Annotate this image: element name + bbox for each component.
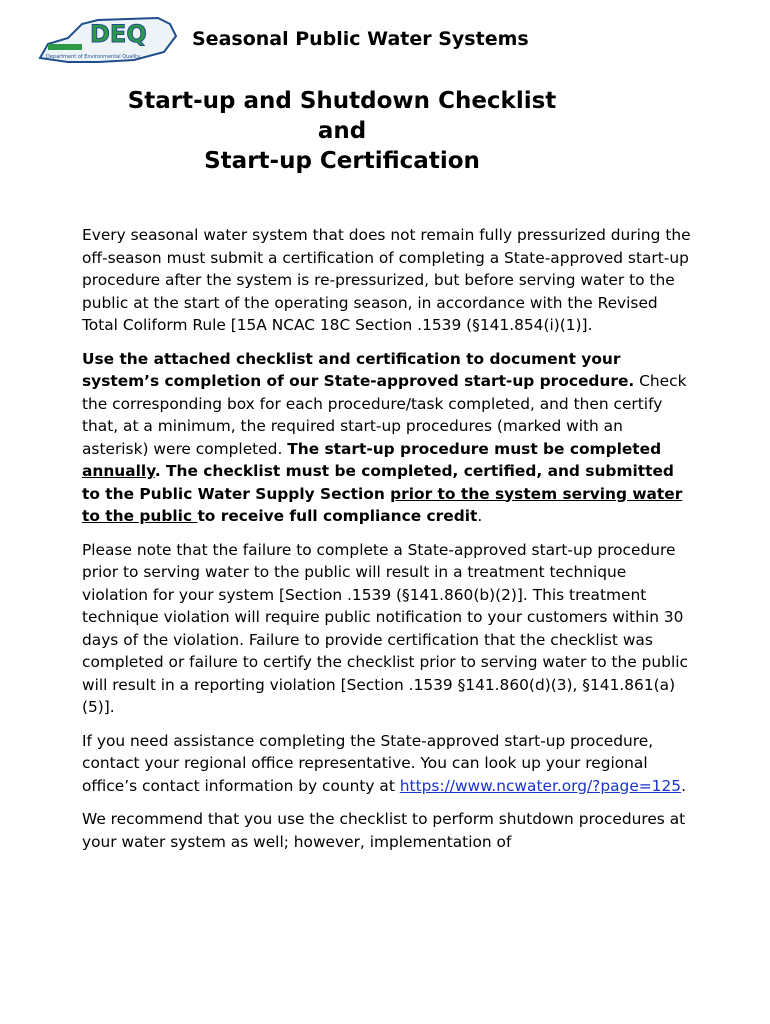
paragraph-shutdown: We recommend that you use the checklist to perform shutdown procedures at your water system as well; however, implementation of — [82, 810, 686, 851]
prior-to-serving-emphasis: prior to the system serving water to the public — [82, 484, 683, 525]
instruction-end: . — [477, 507, 483, 525]
paragraph-assistance — [82, 730, 694, 798]
deq-logo — [38, 14, 178, 66]
title-line-2: and — [317, 118, 367, 144]
title-line-1: Start-up and Shutdown Checklist — [127, 88, 557, 114]
svg-text:Department of Environmental Qu: Department of Environmental Quality — [46, 54, 141, 60]
instruction-bold-4: to receive full compliance credit — [197, 507, 478, 525]
instruction-bold-2: The start-up procedure must be completed — [287, 439, 662, 458]
document-title — [0, 86, 684, 176]
regional-office-link[interactable]: https://www.ncwater.org/?page=125 — [399, 776, 682, 795]
assistance-text: If you need assistance completing the State-approved start-up procedure, contact your regional office representative. You can look up your regional office’s contact information by county at — [82, 731, 654, 795]
paragraph-requirement: Every seasonal water system that does not remain fully pressurized during the off-season must submit a certification of completing a State-approved start-up procedure after the system is re-pressurized, but before serving water to the public at the start of the operating season, in accordance with the Revised Total Coliform Rule [15A NCAC 18C Section .1539 (§141.854(i)(1)]. — [82, 226, 691, 334]
paragraph-instructions — [82, 348, 694, 528]
svg-text:DEQ: DEQ — [90, 20, 147, 48]
paragraph-violation-note: Please note that the failure to complete a State-approved start-up procedure prior to serving water to the public will result in a treatment technique violation for your system [Section .1539 (§141.860(b)(2)]. This treatment technique violation will require public notification to your customers within 30 days of the violation. Failure to provide certification that the checklist was completed or failure to certify the checklist prior to serving water to the public will result in a reporting violation [Section .1539 §141.860(d)(3), §141.861(a)(5)]. — [82, 540, 688, 716]
instruction-bold-1: Use the attached checklist and certification to document your system’s completion of our State-approved start-up procedure. — [82, 349, 635, 390]
instruction-bold-3: . The checklist must be completed, certified, and submitted to the Public Water Supply Section — [82, 462, 674, 503]
document-body — [82, 224, 694, 864]
title-line-3: Start-up Certification — [204, 148, 480, 174]
annually-emphasis: annually — [82, 462, 155, 480]
header-title: Seasonal Public Water Systems — [192, 28, 529, 50]
assistance-end: . — [681, 776, 686, 795]
instruction-text: Check the corresponding box for each procedure/task completed, and then certify that, at a minimum, the required start-up procedures (marked with an asterisk) were completed. — [82, 372, 687, 458]
